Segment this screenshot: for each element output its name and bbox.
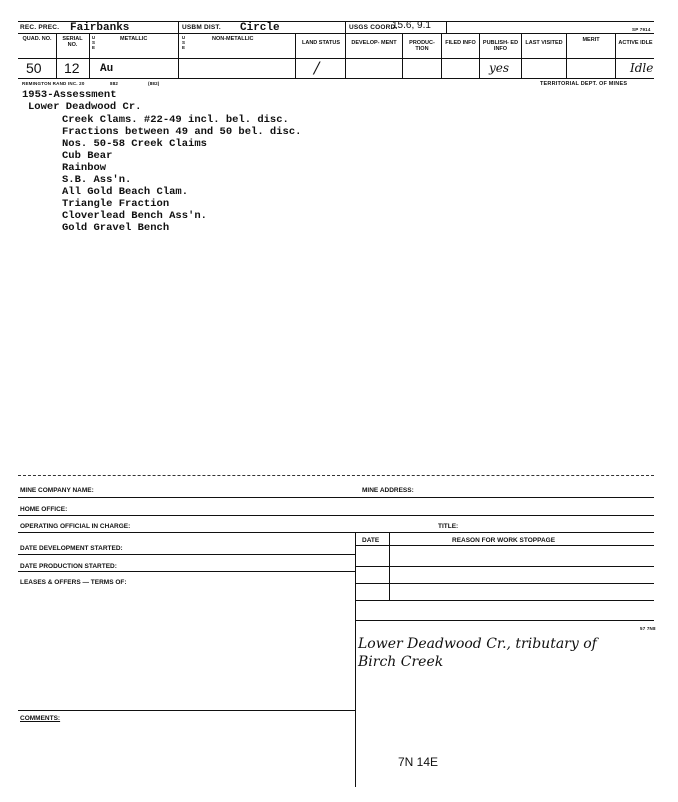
body-line: 1953-Assessment: [22, 89, 117, 101]
body-line: All Gold Beach Clam.: [62, 186, 189, 198]
usgs-coord-label: USGS COORD.: [349, 24, 398, 31]
body-line: Rainbow: [62, 162, 107, 174]
col-use: U S E: [91, 35, 96, 50]
body-line: Fractions between 49 and 50 bel. disc.: [62, 126, 302, 138]
form-code-1: 882: [110, 81, 119, 86]
rec-prec-value: Fairbanks: [70, 22, 130, 34]
body-line: Creek Clams. #22-49 incl. bel. disc.: [62, 114, 289, 126]
printer-mark: REMINGTON RAND INC. 20: [22, 81, 85, 86]
col-last-visited: LAST VISITED: [525, 40, 563, 46]
home-office-label: HOME OFFICE:: [20, 506, 68, 513]
leases-offers-label: LEASES & OFFERS — TERMS OF:: [20, 579, 127, 586]
col-published-info: PUBLISH- ED INFO: [482, 40, 519, 52]
col-merit: MERIT: [582, 37, 600, 43]
location-note-line2: Birch Creek: [358, 654, 444, 670]
comments-label: COMMENTS:: [20, 715, 61, 722]
date-production-label: DATE PRODUCTION STARTED:: [20, 563, 117, 570]
title-label: TITLE:: [438, 523, 459, 530]
record-quad-no: 50: [26, 60, 42, 76]
record-published-info: yes: [489, 61, 510, 75]
body-line: Nos. 50-58 Creek Claims: [62, 138, 207, 150]
usgs-coord-value: 15.6, 9.1: [392, 20, 431, 31]
record-metallic: Au: [100, 63, 114, 75]
mine-company-name-label: MINE COMPANY NAME:: [20, 487, 94, 494]
record-serial-no: 12: [64, 60, 80, 76]
record-active-idle: Idle: [630, 61, 654, 75]
rec-prec-label: REC. PREC.: [20, 24, 60, 31]
body-line: Cub Bear: [62, 150, 113, 162]
body-line: Gold Gravel Bench: [62, 222, 170, 234]
agency-name: TERRITORIAL DEPT. OF MINES: [540, 81, 628, 87]
usbm-dist-value: Circle: [240, 22, 280, 34]
margin-code: 57 7N8: [640, 626, 656, 631]
body-line: Lower Deadwood Cr.: [28, 101, 142, 113]
col-quad-no: QUAD. NO.: [22, 36, 52, 42]
record-land-status: /: [314, 58, 320, 77]
township-note: 7N 14E: [398, 755, 439, 769]
col-metallic: METALLIC: [120, 36, 148, 42]
col-filed-info: FILED INFO: [445, 40, 476, 46]
col-non-metallic: NON-METALLIC: [212, 36, 254, 42]
reason-stoppage-label: REASON FOR WORK STOPPAGE: [452, 537, 556, 544]
date-development-label: DATE DEVELOPMENT STARTED:: [20, 545, 123, 552]
form-number: SP 7914: [632, 27, 651, 32]
col-development: DEVELOP- MENT: [351, 40, 397, 46]
mine-address-label: MINE ADDRESS:: [362, 487, 414, 494]
col-use-2: U S E: [181, 35, 186, 50]
col-serial-no: SERIAL NO.: [62, 36, 83, 48]
col-production: PRODUC- TION: [409, 40, 435, 52]
usbm-dist-label: USBM DIST.: [182, 24, 221, 31]
location-note-line1: Lower Deadwood Cr., tributary of: [358, 636, 597, 652]
col-land-status: LAND STATUS: [302, 40, 340, 46]
body-line: Cloverlead Bench Ass'n.: [62, 210, 207, 222]
body-line: Triangle Fraction: [62, 198, 170, 210]
form-code-2: (882): [148, 81, 160, 86]
date-column-label: DATE: [362, 537, 380, 544]
operating-official-label: OPERATING OFFICIAL IN CHARGE:: [20, 523, 131, 530]
body-line: S.B. Ass'n.: [62, 174, 132, 186]
col-active-idle: ACTIVE IDLE: [618, 40, 653, 46]
